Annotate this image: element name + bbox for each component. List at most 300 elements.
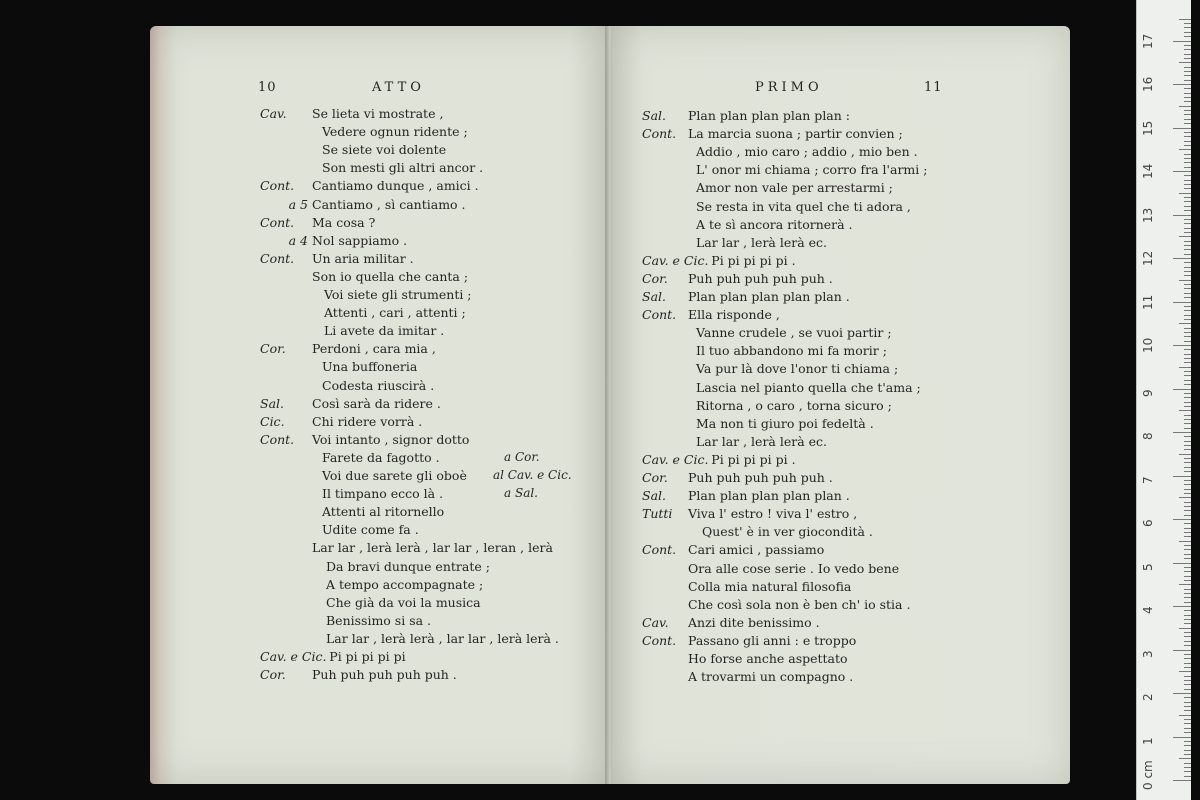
ruler-tick <box>1184 510 1191 511</box>
ruler-tick <box>1173 563 1191 564</box>
ruler-tick <box>1184 419 1191 420</box>
ruler-tick <box>1184 667 1191 668</box>
ruler-tick <box>1184 571 1191 572</box>
verse-line <box>260 323 444 339</box>
verse-line <box>642 307 780 323</box>
ruler-tick <box>1173 84 1191 85</box>
ruler-tick <box>1184 58 1191 59</box>
verse-text: Quest' è in ver giocondità . <box>702 524 873 540</box>
verse-text: Se siete voi dolente <box>322 142 447 158</box>
verse-text: La marcia suona ; partir convien ; <box>688 126 903 142</box>
verse-text: Una buffoneria <box>322 359 418 375</box>
verse-text: Voi due sarete gli oboè <box>322 468 467 483</box>
ruler-tick <box>1184 101 1191 102</box>
verse-text: Il tuo abbandono mi fa morir ; <box>696 343 887 359</box>
verse-line <box>260 559 490 575</box>
verse-line <box>642 235 827 251</box>
ruler-tick <box>1184 723 1191 724</box>
left-page-number: 10 <box>258 80 277 95</box>
ruler-tick <box>1184 397 1191 398</box>
verse-line <box>642 325 892 341</box>
ruler-tick <box>1179 454 1191 455</box>
verse-text: Che così sola non è ben ch' io stia . <box>688 596 911 612</box>
verse-line <box>260 450 440 466</box>
ruler-tick <box>1179 628 1191 629</box>
ruler-tick <box>1184 54 1191 55</box>
verse-line <box>642 343 887 359</box>
verse-line <box>260 378 434 394</box>
ruler-tick <box>1184 415 1191 416</box>
verse-text: Se resta in vita quel che ti adora , <box>696 198 911 214</box>
ruler-tick <box>1184 349 1191 350</box>
ruler-number: 10 <box>1141 337 1155 353</box>
ruler-tick <box>1173 519 1191 520</box>
ruler-tick <box>1184 328 1191 329</box>
ruler-tick <box>1184 167 1191 168</box>
speaker-label: Cav. e Cic. <box>260 649 327 664</box>
ruler-tick <box>1184 558 1191 559</box>
ruler-tick <box>1173 41 1191 42</box>
ruler-tick <box>1184 162 1191 163</box>
ruler-tick <box>1184 71 1191 72</box>
verse-text: Ora alle cose serie . Io vedo bene <box>688 560 900 576</box>
ruler-tick <box>1184 132 1191 133</box>
verse-text: Addio , mio caro ; addio , mio ben . <box>696 144 918 160</box>
verse-line <box>260 396 441 412</box>
verse-line <box>642 470 833 486</box>
ruler-tick <box>1184 188 1191 189</box>
speaker-label: Cont. <box>260 214 295 230</box>
ruler-tick <box>1173 258 1191 259</box>
ruler-tick <box>1184 702 1191 703</box>
verse-text: Plan plan plan plan plan . <box>688 289 850 304</box>
verse-line <box>260 305 466 321</box>
verse-line <box>642 199 911 215</box>
ruler-tick <box>1173 302 1191 303</box>
verse-line <box>642 217 853 233</box>
verse-text: Cari amici , passiamo <box>688 542 825 558</box>
verse-text: Puh puh puh puh puh . <box>312 667 457 683</box>
ruler-tick <box>1184 67 1191 68</box>
ruler-tick <box>1184 362 1191 363</box>
ruler-tick <box>1184 241 1191 242</box>
ruler-number: 17 <box>1141 33 1155 49</box>
verse-line <box>260 649 406 665</box>
verse-line <box>642 416 874 432</box>
speaker-label: Cav. e Cic. <box>642 451 709 467</box>
ruler-tick <box>1184 684 1191 685</box>
verse-line <box>642 144 918 160</box>
speaker-label: Cav. <box>642 614 669 630</box>
verse-line <box>642 162 927 178</box>
verse-line <box>260 124 468 140</box>
verse-line <box>642 506 857 522</box>
ruler-tick <box>1184 632 1191 633</box>
ruler-tick <box>1184 493 1191 494</box>
speaker-label: Cont. <box>642 632 677 648</box>
ruler-tick <box>1184 336 1191 337</box>
verse-line <box>260 522 419 538</box>
ruler-tick <box>1184 310 1191 311</box>
ruler-number: 3 <box>1141 649 1155 658</box>
ruler-tick <box>1184 210 1191 211</box>
verse-text: Farete da fagotto . <box>322 449 440 465</box>
ruler-tick <box>1184 484 1191 485</box>
ruler-tick <box>1184 254 1191 255</box>
verse-text: Son io quella che canta ; <box>312 268 469 284</box>
ruler-tick <box>1184 449 1191 450</box>
verse-text: Pi pi pi pi pi <box>329 649 406 664</box>
ruler-number: 2 <box>1141 693 1155 701</box>
ruler-tick <box>1184 615 1191 616</box>
ruler-tick <box>1184 271 1191 272</box>
ruler-tick <box>1184 141 1191 142</box>
verse-line <box>260 287 472 303</box>
ruler-tick <box>1184 597 1191 598</box>
ruler-tick <box>1184 206 1191 207</box>
ruler-tick <box>1184 663 1191 664</box>
speaker-label: Tutti <box>642 506 673 522</box>
verse-text: Chi ridere vorrà . <box>312 413 423 429</box>
ruler-tick <box>1184 428 1191 429</box>
ruler-tick <box>1184 689 1191 690</box>
ruler-tick <box>1173 128 1191 129</box>
ruler-tick <box>1184 567 1191 568</box>
ruler-tick <box>1184 610 1191 611</box>
speaker-label: Cor. <box>642 270 668 286</box>
verse-text: Amor non vale per arrestarmi ; <box>696 180 893 196</box>
ruler-tick <box>1184 114 1191 115</box>
ruler-tick <box>1173 693 1191 694</box>
verse-line <box>260 577 483 593</box>
ruler-tick <box>1184 732 1191 733</box>
ruler-tick <box>1184 384 1191 385</box>
ruler-tick <box>1184 371 1191 372</box>
verse-text: L' onor mi chiama ; corro fra l'armi ; <box>696 162 928 178</box>
ruler-tick <box>1184 506 1191 507</box>
ruler-tick <box>1184 593 1191 594</box>
verse-text: Codesta riuscirà . <box>322 377 435 393</box>
ruler-number: 16 <box>1141 76 1155 92</box>
ruler-tick <box>1184 710 1191 711</box>
verse-line <box>642 579 851 595</box>
ruler-tick <box>1184 745 1191 746</box>
ruler-tick <box>1184 306 1191 307</box>
verse-line <box>260 540 553 556</box>
verse-text: Viva l' estro ! viva l' estro , <box>688 506 858 522</box>
verse-line <box>642 524 873 540</box>
ruler-tick <box>1184 532 1191 533</box>
verse-text: Cantiamo dunque , amici . <box>312 178 479 194</box>
ruler-tick <box>1184 728 1191 729</box>
verse-line <box>260 414 422 430</box>
ruler-number: 14 <box>1141 163 1155 179</box>
ruler-tick <box>1179 497 1191 498</box>
ruler-tick <box>1184 197 1191 198</box>
speaker-label: Cor. <box>260 667 286 683</box>
verse-text: Pi pi pi pi pi . <box>711 451 796 467</box>
ruler-tick <box>1184 767 1191 768</box>
ruler-tick <box>1184 136 1191 137</box>
ruler-tick <box>1184 436 1191 437</box>
verse-text: Li avete da imitar . <box>324 323 445 339</box>
ruler-number: 7 <box>1141 475 1155 484</box>
verse-line <box>260 595 481 611</box>
speaker-label: Sal. <box>642 488 666 504</box>
ruler-tick <box>1184 549 1191 550</box>
ruler-number: 12 <box>1141 250 1155 266</box>
verse-line <box>260 613 431 629</box>
stage-direction: a Cor. <box>504 449 540 464</box>
verse-text: Un aria militar . <box>312 250 414 266</box>
ruler-tick <box>1184 641 1191 642</box>
verse-line <box>642 126 903 142</box>
left-running-head: ATTO <box>372 80 425 95</box>
ruler-tick <box>1184 249 1191 250</box>
ruler-tick <box>1184 88 1191 89</box>
verse-text: Pi pi pi pi pi . <box>711 252 796 268</box>
ruler-number: 5 <box>1141 562 1155 571</box>
verse-text: Udite come fa . <box>322 522 419 538</box>
ruler-tick <box>1184 654 1191 655</box>
verse-line <box>642 398 892 414</box>
ruler-tick <box>1173 737 1191 738</box>
verse-line <box>260 160 483 176</box>
verse-line <box>260 359 417 375</box>
ruler-number: 4 <box>1141 606 1155 614</box>
ruler-tick <box>1184 75 1191 76</box>
verse-line <box>642 542 824 558</box>
ruler-tick <box>1173 389 1191 390</box>
right-running-head: PRIMO <box>755 80 823 95</box>
verse-line <box>260 504 444 520</box>
verse-text: Ma non ti giuro poi fedeltà . <box>696 415 874 431</box>
ruler-tick <box>1184 441 1191 442</box>
verse-text: A trovarmi un compagno . <box>688 669 854 685</box>
ruler-tick <box>1184 293 1191 294</box>
speaker-label: Cont. <box>642 126 677 142</box>
ruler-tick <box>1184 154 1191 155</box>
verse-line <box>642 434 827 450</box>
ruler-number: 11 <box>1141 294 1155 310</box>
verse-text: Cantiamo , sì cantiamo . <box>312 196 466 212</box>
speaker-label: a 4 <box>288 232 308 248</box>
ruler-tick <box>1184 471 1191 472</box>
verse-text: Voi intanto , signor dotto <box>312 431 470 447</box>
ruler-tick <box>1184 462 1191 463</box>
ruler-tick <box>1184 375 1191 376</box>
verse-line <box>260 215 375 231</box>
ruler-tick <box>1184 750 1191 751</box>
verse-line <box>642 253 796 269</box>
verse-text: Che già da voi la musica <box>326 594 481 610</box>
ruler-tick <box>1184 445 1191 446</box>
ruler-tick <box>1184 223 1191 224</box>
ruler-tick <box>1184 523 1191 524</box>
ruler-tick <box>1184 515 1191 516</box>
ruler-tick <box>1184 245 1191 246</box>
ruler-tick <box>1184 480 1191 481</box>
ruler-tick <box>1184 545 1191 546</box>
ruler-tick <box>1184 380 1191 381</box>
verse-line <box>260 269 468 285</box>
verse-line <box>260 251 414 267</box>
ruler-tick <box>1179 367 1191 368</box>
ruler-tick <box>1184 97 1191 98</box>
ruler-tick <box>1184 676 1191 677</box>
ruler-tick <box>1179 193 1191 194</box>
ruler-tick <box>1173 650 1191 651</box>
right-page <box>612 26 1070 784</box>
ruler-tick <box>1184 719 1191 720</box>
verse-text: Lar lar , lerà lerà ec. <box>696 433 828 449</box>
ruler-tick <box>1184 93 1191 94</box>
ruler-tick <box>1184 36 1191 37</box>
verse-line <box>260 233 407 249</box>
ruler-tick <box>1184 393 1191 394</box>
ruler-tick <box>1184 267 1191 268</box>
ruler-number: 6 <box>1141 519 1155 527</box>
ruler-number: 1 <box>1141 736 1155 745</box>
speaker-label: Cont. <box>260 250 295 266</box>
verse-text: Ho forse anche aspettato <box>688 651 848 666</box>
verse-line <box>642 108 850 124</box>
verse-line <box>260 106 443 122</box>
ruler-tick <box>1184 297 1191 298</box>
ruler-tick <box>1184 219 1191 220</box>
ruler-tick <box>1184 288 1191 289</box>
ruler-tick <box>1184 315 1191 316</box>
speaker-label: Sal. <box>260 395 284 411</box>
ruler-tick <box>1184 284 1191 285</box>
ruler-tick <box>1184 754 1191 755</box>
ruler-tick <box>1184 23 1191 24</box>
verse-line <box>260 486 443 502</box>
ruler-tick <box>1179 410 1191 411</box>
ruler-tick <box>1184 697 1191 698</box>
ruler-tick <box>1184 319 1191 320</box>
measuring-ruler <box>1136 0 1191 800</box>
verse-text: Ella risponde , <box>688 307 780 323</box>
ruler-tick <box>1184 589 1191 590</box>
ruler-tick <box>1184 201 1191 202</box>
verse-text: Se lieta vi mostrate , <box>312 106 444 121</box>
ruler-tick <box>1184 32 1191 33</box>
verse-text: Passano gli anni : e troppo <box>688 632 857 648</box>
ruler-tick <box>1184 658 1191 659</box>
ruler-number: 13 <box>1141 207 1155 223</box>
verse-line <box>260 341 436 357</box>
ruler-number: 15 <box>1141 120 1155 136</box>
verse-text: Nol sappiamo . <box>312 232 408 248</box>
ruler-tick <box>1179 584 1191 585</box>
ruler-tick <box>1179 715 1191 716</box>
ruler-tick <box>1179 62 1191 63</box>
verse-text: A tempo accompagnate ; <box>326 576 484 592</box>
ruler-tick <box>1179 671 1191 672</box>
ruler-tick <box>1184 467 1191 468</box>
ruler-tick <box>1184 576 1191 577</box>
verse-line <box>642 380 921 396</box>
verse-line <box>260 142 446 158</box>
ruler-tick <box>1184 184 1191 185</box>
verse-line <box>642 488 850 504</box>
ruler-tick <box>1184 776 1191 777</box>
ruler-tick <box>1184 706 1191 707</box>
ruler-tick <box>1184 110 1191 111</box>
ruler-tick <box>1184 180 1191 181</box>
verse-line <box>642 452 796 468</box>
ruler-tick <box>1184 158 1191 159</box>
verse-text: Puh puh puh puh puh . <box>688 470 833 485</box>
ruler-tick <box>1184 636 1191 637</box>
verse-text: Voi siete gli strumenti ; <box>324 287 472 302</box>
ruler-tick <box>1179 323 1191 324</box>
verse-text: Perdoni , cara mia , <box>312 341 436 357</box>
verse-line <box>642 669 853 685</box>
verse-line <box>642 289 850 305</box>
verse-line <box>642 271 833 287</box>
open-book <box>150 26 1070 784</box>
verse-text: Lar lar , lerà lerà , lar lar , leran , lerà <box>312 540 553 556</box>
verse-text: Va pur là dove l'onor ti chiama ; <box>696 361 899 377</box>
ruler-tick <box>1184 406 1191 407</box>
ruler-tick <box>1184 80 1191 81</box>
speaker-label: Cav. <box>260 106 287 121</box>
verse-line <box>260 178 479 194</box>
ruler-tick <box>1173 171 1191 172</box>
stage-direction: a Sal. <box>504 486 538 501</box>
verse-text: Puh puh puh puh puh . <box>688 270 833 286</box>
ruler-tick <box>1179 758 1191 759</box>
verse-text: Anzi dite benissimo . <box>688 614 820 630</box>
verse-text: A te sì ancora ritornerà . <box>696 216 853 232</box>
ruler-number: 9 <box>1141 388 1155 397</box>
speaker-label: Cont. <box>260 178 295 194</box>
ruler-tick <box>1173 345 1191 346</box>
verse-line <box>642 651 848 667</box>
verse-text: Da bravi dunque entrate ; <box>326 558 490 574</box>
verse-line <box>642 615 820 631</box>
ruler-tick <box>1184 175 1191 176</box>
verse-text: Plan plan plan plan plan . <box>688 488 850 504</box>
stage-direction: al Cav. e Cic. <box>493 468 572 482</box>
ruler-tick <box>1179 106 1191 107</box>
ruler-tick <box>1173 476 1191 477</box>
ruler-tick <box>1184 332 1191 333</box>
ruler-tick <box>1173 606 1191 607</box>
ruler-tick <box>1184 145 1191 146</box>
ruler-tick <box>1184 49 1191 50</box>
ruler-tick <box>1184 741 1191 742</box>
ruler-tick <box>1184 228 1191 229</box>
ruler-tick <box>1173 780 1191 781</box>
ruler-tick <box>1184 358 1191 359</box>
ruler-tick <box>1184 489 1191 490</box>
ruler-tick <box>1179 541 1191 542</box>
verse-text: Attenti , cari , attenti ; <box>324 305 466 321</box>
verse-text: Plan plan plan plan plan : <box>688 108 850 123</box>
verse-line <box>642 597 910 613</box>
verse-line <box>642 561 899 577</box>
ruler-tick <box>1184 123 1191 124</box>
ruler-tick <box>1179 280 1191 281</box>
speaker-label: Cont. <box>260 431 295 447</box>
ruler-tick <box>1184 402 1191 403</box>
ruler-tick <box>1184 458 1191 459</box>
verse-text: Attenti al ritornello <box>322 504 445 520</box>
speaker-label: Sal. <box>642 108 666 123</box>
